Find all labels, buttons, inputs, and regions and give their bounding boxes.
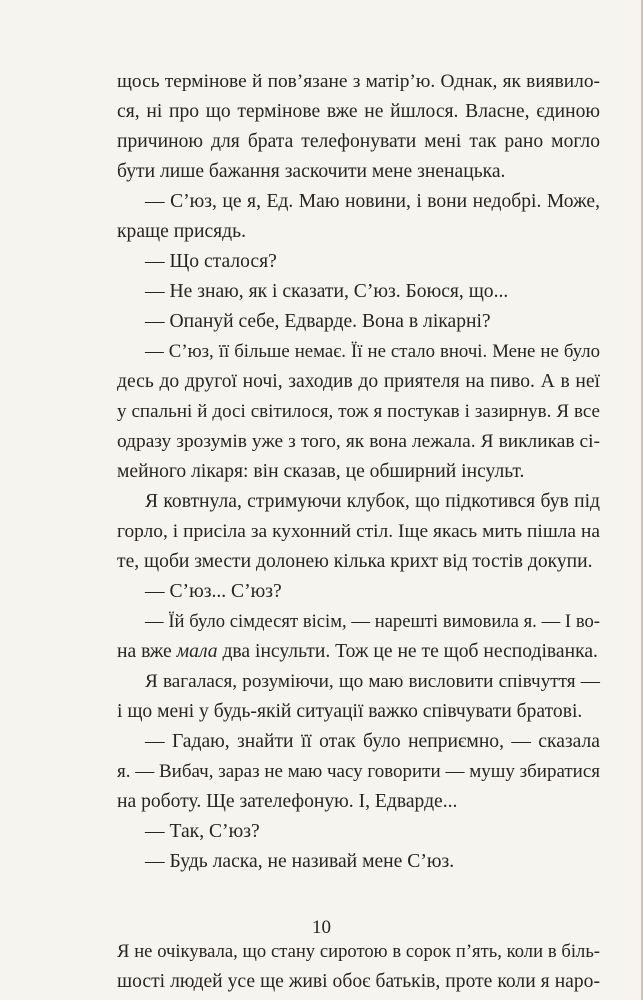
text-line: і що мені у будь-якій ситуації важко співчувати братові. [117,701,583,722]
text-line: у спальні й досі світилося, тож я постукав і зазирнув. Я все [117,401,600,422]
text-line: бути лише бажання заскочити мене зненацька. [117,161,506,182]
text-line: — С’юз... С’юз? [145,581,282,602]
dialogue-passage [117,67,600,877]
text-line: Я не очікувала, що стану сиротою в сорок п’ять, коли в біль- [117,941,600,962]
text-line: — С’юз, це я, Ед. Маю новини, і вони недобрі. Може, [145,191,600,212]
page-number: 10 [312,917,331,938]
text-line: десь до другої ночі, заходив до приятеля на пиво. А в неї [117,371,600,392]
page-body-text [117,67,600,997]
text-line: одразу зрозумів уже з того, як вона лежала. Я викликав сі- [117,431,600,452]
text-line: мейного лікаря: він сказав, це обширний інсульт. [117,461,525,482]
text-line: на вже мала два інсульти. Тож це не те щоб несподіванка. [117,641,598,662]
text-line: — Будь ласка, не називай мене С’юз. [145,851,455,872]
text-line: горло, і присіла за кухонний стіл. Іще якась мить пішла на [117,521,600,542]
text-line: я. — Вибач, зараз не маю часу говорити — мушу збиратися [117,761,601,782]
emphasis: мала [176,641,218,662]
text-line: — Так, С’юз? [145,821,260,842]
text-line: ся, ні про що термінове вже не йшлося. Власне, єдиною [117,101,600,122]
new-section-passage [117,937,600,997]
text-line: причиною для брата телефонувати мені так рано могло [117,131,600,152]
text-line: краще присядь. [117,221,246,242]
text-line: Я вагалася, розуміючи, що маю висловити співчуття — [145,671,600,692]
text-line: щось термінове й пов’язане з матір’ю. Однак, як виявило- [117,71,600,92]
text-line: — Їй було сімдесят вісім, — нарешті вимовила я. — І во- [145,611,600,632]
text-line: на роботу. Ще зателефоную. І, Едварде... [117,791,458,812]
text-line: те, щоби змести долонею кілька крихт від тостів докупи. [117,551,593,572]
text-line: Я ковтнула, стримуючи клубок, що підкотився був під [145,491,600,512]
text-line: — С’юз, її більше немає. Її не стало вночі. Мене не було [145,341,600,362]
text-line: — Не знаю, як і сказати, С’юз. Боюся, що... [145,281,509,302]
text-line: шості людей усе ще живі обоє батьків, проте коли я наро- [117,971,600,992]
text-line: — Гадаю, знайти її отак було неприємно, — сказала [145,731,600,752]
text-line: — Опануй себе, Едварде. Вона в лікарні? [145,311,491,332]
text-line: — Що сталося? [145,251,277,272]
